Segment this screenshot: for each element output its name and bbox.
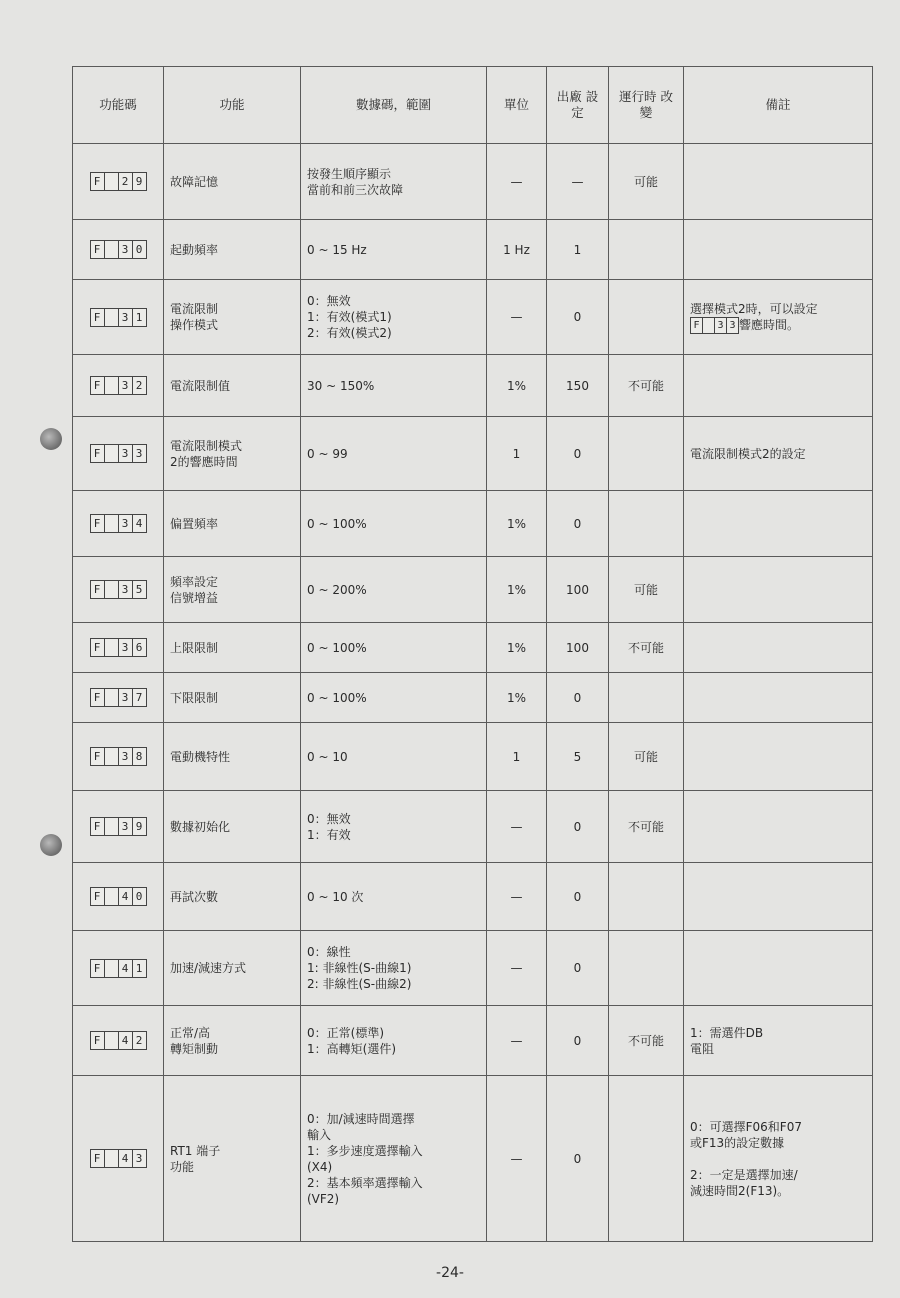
code-cell xyxy=(73,557,164,623)
function-cell: 下限限制 xyxy=(164,673,301,723)
function-code-display: F 3 3 xyxy=(90,444,147,463)
remark-cell xyxy=(684,623,873,673)
unit-cell: 1 xyxy=(487,723,547,791)
code-cell xyxy=(73,144,164,220)
unit-cell: 1% xyxy=(487,491,547,557)
factory-cell: 150 xyxy=(547,355,609,417)
function-code-display: F 3 8 xyxy=(90,747,147,766)
runtime-cell: 不可能 xyxy=(609,355,684,417)
remark-cell: 電流限制模式2的設定 xyxy=(684,417,873,491)
function-cell: 上限限制 xyxy=(164,623,301,673)
function-code-display: F 4 0 xyxy=(90,887,147,906)
function-cell: 加速/減速方式 xyxy=(164,931,301,1006)
table-row xyxy=(73,417,873,491)
runtime-cell xyxy=(609,417,684,491)
header-runtime: 運行時 改變 xyxy=(609,67,684,144)
function-cell: 電流限制值 xyxy=(164,355,301,417)
remark-cell xyxy=(684,491,873,557)
unit-cell: 1% xyxy=(487,557,547,623)
unit-cell: — xyxy=(487,144,547,220)
function-cell: RT1 端子 功能 xyxy=(164,1076,301,1242)
function-cell: 故障記憶 xyxy=(164,144,301,220)
table-row xyxy=(73,355,873,417)
code-cell xyxy=(73,863,164,931)
runtime-cell: 不可能 xyxy=(609,623,684,673)
function-code-display: F 4 3 xyxy=(90,1149,147,1168)
table-row xyxy=(73,791,873,863)
code-cell xyxy=(73,1006,164,1076)
table-row xyxy=(73,1006,873,1076)
runtime-cell xyxy=(609,863,684,931)
header-code: 功能碼 xyxy=(73,67,164,144)
parameter-table xyxy=(72,66,873,1242)
factory-cell: 0 xyxy=(547,417,609,491)
runtime-cell: 可能 xyxy=(609,557,684,623)
runtime-cell: 不可能 xyxy=(609,1006,684,1076)
range-cell: 0：無效 1：有效 xyxy=(301,791,487,863)
remark-cell: 1：需選件DB 電阻 xyxy=(684,1006,873,1076)
range-cell: 按發生順序顯示 當前和前三次故障 xyxy=(301,144,487,220)
function-code-display: F 3 4 xyxy=(90,514,147,533)
header-row xyxy=(73,67,873,144)
factory-cell: 0 xyxy=(547,863,609,931)
remark-cell xyxy=(684,863,873,931)
punch-hole-bottom xyxy=(40,834,62,856)
unit-cell: 1 xyxy=(487,417,547,491)
range-cell: 0：無效 1：有效(模式1) 2：有效(模式2) xyxy=(301,280,487,355)
factory-cell: 100 xyxy=(547,623,609,673)
range-cell: 0 ~ 15 Hz xyxy=(301,220,487,280)
range-cell: 0：加/減速時間選擇 輸入 1：多步速度選擇輸入 (X4) 2：基本頻率選擇輸入 (VF2) xyxy=(301,1076,487,1242)
remark-cell xyxy=(684,557,873,623)
remark-cell xyxy=(684,355,873,417)
factory-cell: — xyxy=(547,144,609,220)
range-cell: 0 ~ 10 次 xyxy=(301,863,487,931)
table-row xyxy=(73,144,873,220)
runtime-cell xyxy=(609,491,684,557)
unit-cell: 1 Hz xyxy=(487,220,547,280)
factory-cell: 100 xyxy=(547,557,609,623)
code-cell xyxy=(73,723,164,791)
remark-cell xyxy=(684,791,873,863)
remark-cell xyxy=(684,280,873,355)
unit-cell: — xyxy=(487,280,547,355)
function-cell: 偏置頻率 xyxy=(164,491,301,557)
header-function: 功能 xyxy=(164,67,301,144)
remark-cell xyxy=(684,723,873,791)
table-row xyxy=(73,557,873,623)
function-code-display: F 3 3 xyxy=(690,317,739,334)
factory-cell: 5 xyxy=(547,723,609,791)
unit-cell: — xyxy=(487,1076,547,1242)
code-cell xyxy=(73,791,164,863)
function-code-display: F 3 5 xyxy=(90,580,147,599)
function-code-display: F 4 2 xyxy=(90,1031,147,1050)
function-cell: 頻率設定 信號增益 xyxy=(164,557,301,623)
remark-text: 選擇模式2時，可以設定 xyxy=(690,301,818,316)
range-cell: 0 ~ 100% xyxy=(301,673,487,723)
table-row xyxy=(73,673,873,723)
range-cell: 0 ~ 10 xyxy=(301,723,487,791)
range-cell: 0 ~ 200% xyxy=(301,557,487,623)
function-code-display: F 3 2 xyxy=(90,376,147,395)
remark-cell: 0：可選擇F06和F07 或F13的設定數據 2：一定是選擇加速/ 減速時間2(F13)。 xyxy=(684,1076,873,1242)
function-code-display: F 4 1 xyxy=(90,959,147,978)
function-code-display: F 3 1 xyxy=(90,308,147,327)
function-cell: 電動機特性 xyxy=(164,723,301,791)
factory-cell: 0 xyxy=(547,280,609,355)
function-cell: 正常/高 轉矩制動 xyxy=(164,1006,301,1076)
unit-cell: — xyxy=(487,863,547,931)
header-remark: 備註 xyxy=(684,67,873,144)
table-row xyxy=(73,1076,873,1242)
function-code-display: F 2 9 xyxy=(90,172,147,191)
code-cell xyxy=(73,673,164,723)
range-cell: 0：正常(標準) 1：高轉矩(選件) xyxy=(301,1006,487,1076)
code-cell xyxy=(73,1076,164,1242)
range-cell: 0：線性 1: 非線性(S-曲線1) 2: 非線性(S-曲線2) xyxy=(301,931,487,1006)
range-cell: 0 ~ 100% xyxy=(301,623,487,673)
remark-cell xyxy=(684,673,873,723)
header-factory: 出廠 設定 xyxy=(547,67,609,144)
unit-cell: 1% xyxy=(487,673,547,723)
function-cell: 數據初始化 xyxy=(164,791,301,863)
remark-cell xyxy=(684,144,873,220)
remark-cell xyxy=(684,931,873,1006)
code-cell xyxy=(73,491,164,557)
runtime-cell xyxy=(609,1076,684,1242)
factory-cell: 1 xyxy=(547,220,609,280)
range-cell: 0 ~ 99 xyxy=(301,417,487,491)
factory-cell: 0 xyxy=(547,491,609,557)
header-unit: 單位 xyxy=(487,67,547,144)
page-number: -24- xyxy=(436,1265,464,1281)
runtime-cell xyxy=(609,280,684,355)
function-code-display: F 3 9 xyxy=(90,817,147,836)
table-row xyxy=(73,280,873,355)
range-cell: 0 ~ 100% xyxy=(301,491,487,557)
function-cell: 電流限制模式 2的響應時間 xyxy=(164,417,301,491)
header-range: 數據碼，範圍 xyxy=(301,67,487,144)
remark-cell xyxy=(684,220,873,280)
factory-cell: 0 xyxy=(547,931,609,1006)
unit-cell: — xyxy=(487,931,547,1006)
code-cell xyxy=(73,417,164,491)
factory-cell: 0 xyxy=(547,1076,609,1242)
punch-hole-top xyxy=(40,428,62,450)
runtime-cell xyxy=(609,931,684,1006)
function-code-display: F 3 0 xyxy=(90,240,147,259)
table-row xyxy=(73,863,873,931)
table-row xyxy=(73,623,873,673)
runtime-cell xyxy=(609,673,684,723)
runtime-cell: 可能 xyxy=(609,723,684,791)
runtime-cell: 不可能 xyxy=(609,791,684,863)
runtime-cell: 可能 xyxy=(609,144,684,220)
function-code-display: F 3 6 xyxy=(90,638,147,657)
table-row xyxy=(73,491,873,557)
factory-cell: 0 xyxy=(547,791,609,863)
function-cell: 起動頻率 xyxy=(164,220,301,280)
table-row xyxy=(73,220,873,280)
function-code-display: F 3 7 xyxy=(90,688,147,707)
remark-suffix: 響應時間。 xyxy=(739,317,800,332)
code-cell xyxy=(73,220,164,280)
factory-cell: 0 xyxy=(547,1006,609,1076)
code-cell xyxy=(73,623,164,673)
code-cell xyxy=(73,280,164,355)
factory-cell: 0 xyxy=(547,673,609,723)
range-cell: 30 ~ 150% xyxy=(301,355,487,417)
runtime-cell xyxy=(609,220,684,280)
unit-cell: 1% xyxy=(487,355,547,417)
function-cell: 電流限制 操作模式 xyxy=(164,280,301,355)
code-cell xyxy=(73,931,164,1006)
unit-cell: — xyxy=(487,1006,547,1076)
unit-cell: 1% xyxy=(487,623,547,673)
code-cell xyxy=(73,355,164,417)
table-row xyxy=(73,723,873,791)
unit-cell: — xyxy=(487,791,547,863)
function-cell: 再試次數 xyxy=(164,863,301,931)
table-row xyxy=(73,931,873,1006)
